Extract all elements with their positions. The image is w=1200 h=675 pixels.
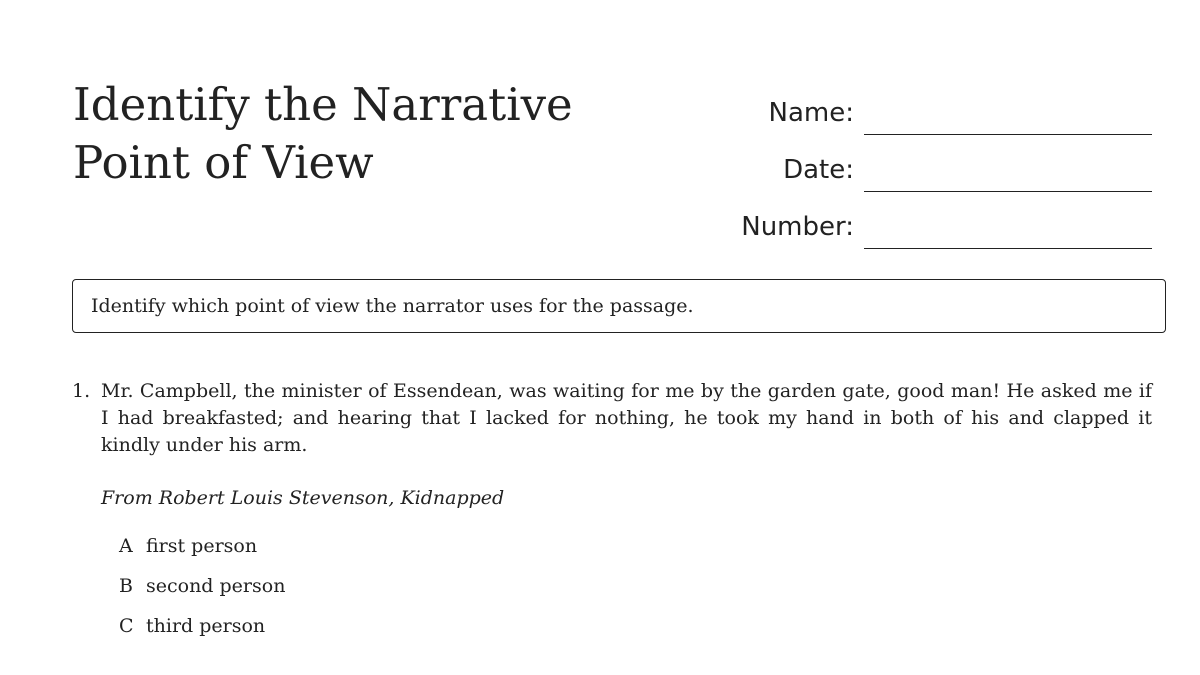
question-number: 1.: [72, 380, 91, 402]
name-label: Name:: [768, 98, 854, 128]
option-a-letter: A: [119, 535, 133, 557]
option-a[interactable]: [119, 526, 1152, 566]
worksheet-title: [73, 76, 633, 192]
name-field-row: [682, 78, 1152, 135]
option-c-letter: C: [119, 615, 134, 637]
worksheet-title-line-2: Point of View: [73, 136, 374, 189]
number-blank-line[interactable]: [864, 212, 1152, 249]
question-passage: Mr. Campbell, the minister of Essendean, was waiting for me by the garden gate, good man! He asked me if I had breakfasted; and hearing that I lacked for nothing, he took my hand in both of his and clapped it kindly under his arm.: [101, 380, 1152, 456]
number-label: Number:: [741, 212, 854, 242]
worksheet-title-line-1: Identify the Narrative: [73, 78, 573, 131]
instructions-box: Identify which point of view the narrator uses for the passage.: [72, 279, 1166, 333]
option-c[interactable]: [119, 606, 1152, 646]
option-b-text: second person: [146, 575, 286, 597]
name-blank-line[interactable]: [864, 98, 1152, 135]
student-info-fields: [682, 78, 1152, 249]
passage-source: From Robert Louis Stevenson, Kidnapped: [101, 487, 505, 509]
question-1: [72, 378, 1152, 646]
option-b[interactable]: [119, 566, 1152, 606]
option-c-text: third person: [146, 615, 266, 637]
date-blank-line[interactable]: [864, 155, 1152, 192]
option-b-letter: B: [119, 575, 133, 597]
number-field-row: [682, 192, 1152, 249]
date-field-row: [682, 135, 1152, 192]
date-label: Date:: [783, 155, 854, 185]
option-a-text: first person: [146, 535, 258, 557]
answer-options: [119, 526, 1152, 646]
